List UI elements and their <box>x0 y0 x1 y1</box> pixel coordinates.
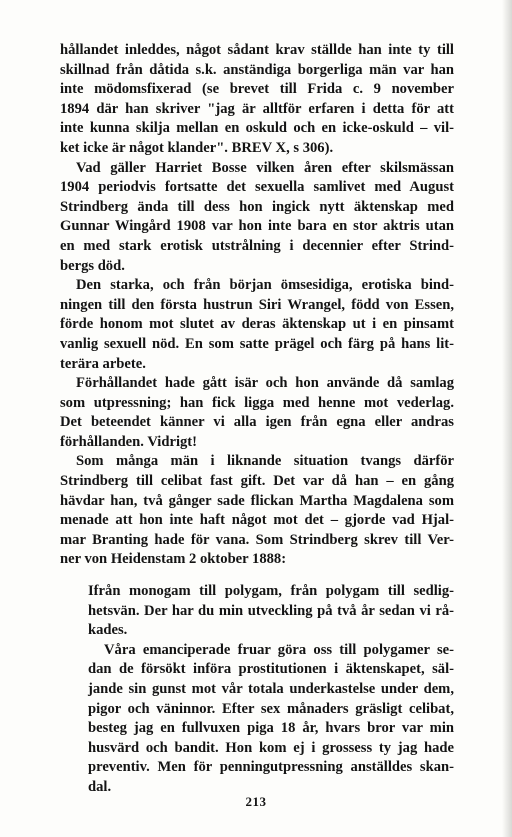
text-line: hävdar han, två gånger sade flickan Martha Magdalena som <box>60 492 454 509</box>
text-line: 1894 där han skriver "jag är alltför erfaren i detta för att <box>60 100 454 117</box>
scan-edge-shadow <box>502 0 512 837</box>
quote-line: dan de försökt införa prostitutionen i äktenskapet, säl- <box>88 661 454 678</box>
text-line: Det beteendet känner vi alla igen från egna eller andras <box>60 414 454 431</box>
text-line: skillnad från dåtida s.k. anständiga borgerliga män var han <box>60 61 454 78</box>
text-line: en med stark erotisk utstrålning i decennier efter Strind- <box>60 237 454 254</box>
quote-line: jande sin gunst mot vår totala underkastelse under dem, <box>88 681 454 697</box>
text-line: Den starka, och från början ömsesidiga, erotiska bind- <box>76 277 454 294</box>
text-line: som utpressning; han fick ligga med henne mot vederlag. <box>60 394 454 411</box>
text-line: Strindberg ända till dess hon ingick nytt äktenskap med <box>60 198 454 215</box>
quote-line: kades. <box>88 622 128 639</box>
quote-line: Ifrån monogam till polygam, från polygam till sedlig- <box>88 583 454 600</box>
quote-line: pigor och väninnor. Efter sex månaders gräsligt celibat, <box>88 700 454 717</box>
quote-line: dal. <box>88 778 112 795</box>
text-line: Strindberg till celibat fast gift. Det var då han – en gång <box>60 473 454 490</box>
text-line: 1904 periodvis fortsatte det sexuella samlivet med August <box>60 179 454 196</box>
text-line: förhållanden. Vidrigt! <box>60 433 198 450</box>
text-line: vanlig sexuell nöd. En som satte prägel och färg på hans lit- <box>60 335 454 352</box>
text-line: inte mödomsfixerad (se brevet till Frida c. 9 november <box>60 81 454 98</box>
text-line: ningen till den första hustrun Siri Wrangel, född von Essen, <box>60 296 454 313</box>
text-line: mar Branting hade för vana. Som Strindberg skrev till Ver- <box>60 531 454 548</box>
spacer <box>60 570 454 582</box>
text-line: inte kunna skilja mellan en oskuld och en icke-oskuld – vil- <box>60 120 454 137</box>
text-line: menade att hon inte haft något mot det – gjorde vad Hjal- <box>60 512 454 529</box>
text-line: Vad gäller Harriet Bosse vilken åren efter skilsmässan <box>76 159 454 176</box>
text-line: ner von Heidenstam 2 oktober 1888: <box>60 551 287 568</box>
text-line: bergs död. <box>60 257 125 274</box>
text-line: Som många män i liknande situation tvangs därför <box>76 453 454 470</box>
quote-line: Våra emanciperade fruar göra oss till polygamer se- <box>104 641 454 658</box>
text-line: terära arbete. <box>60 355 146 372</box>
quote-line: husvärd och bandit. Hon kom ej i grossess ty jag hade <box>88 739 454 756</box>
quote-line: besteg jag en fullvuxen piga 18 år, hvars bror var min <box>88 720 454 737</box>
text-line: Förhållandet hade gått isär och hon använde då samlag <box>76 375 454 392</box>
text-line: förde honom mot slutet av deras äktenskap ut i en pinsamt <box>60 316 454 333</box>
page-text <box>60 41 454 798</box>
text-line: Gunnar Wingård 1908 var hon inte bara en stor aktris utan <box>60 218 454 235</box>
quote-line: preventiv. Men för penningutpressning anställdes skan- <box>88 759 454 776</box>
text-line: ket icke är något klander". BREV X, s 306). <box>60 139 334 156</box>
text-line: hållandet inleddes, något sådant krav ställde han inte ty till <box>60 42 454 58</box>
quote-line: hetsvän. Der har du min utveckling på två år sedan vi rå- <box>88 602 454 619</box>
page-number: 213 <box>245 794 267 809</box>
